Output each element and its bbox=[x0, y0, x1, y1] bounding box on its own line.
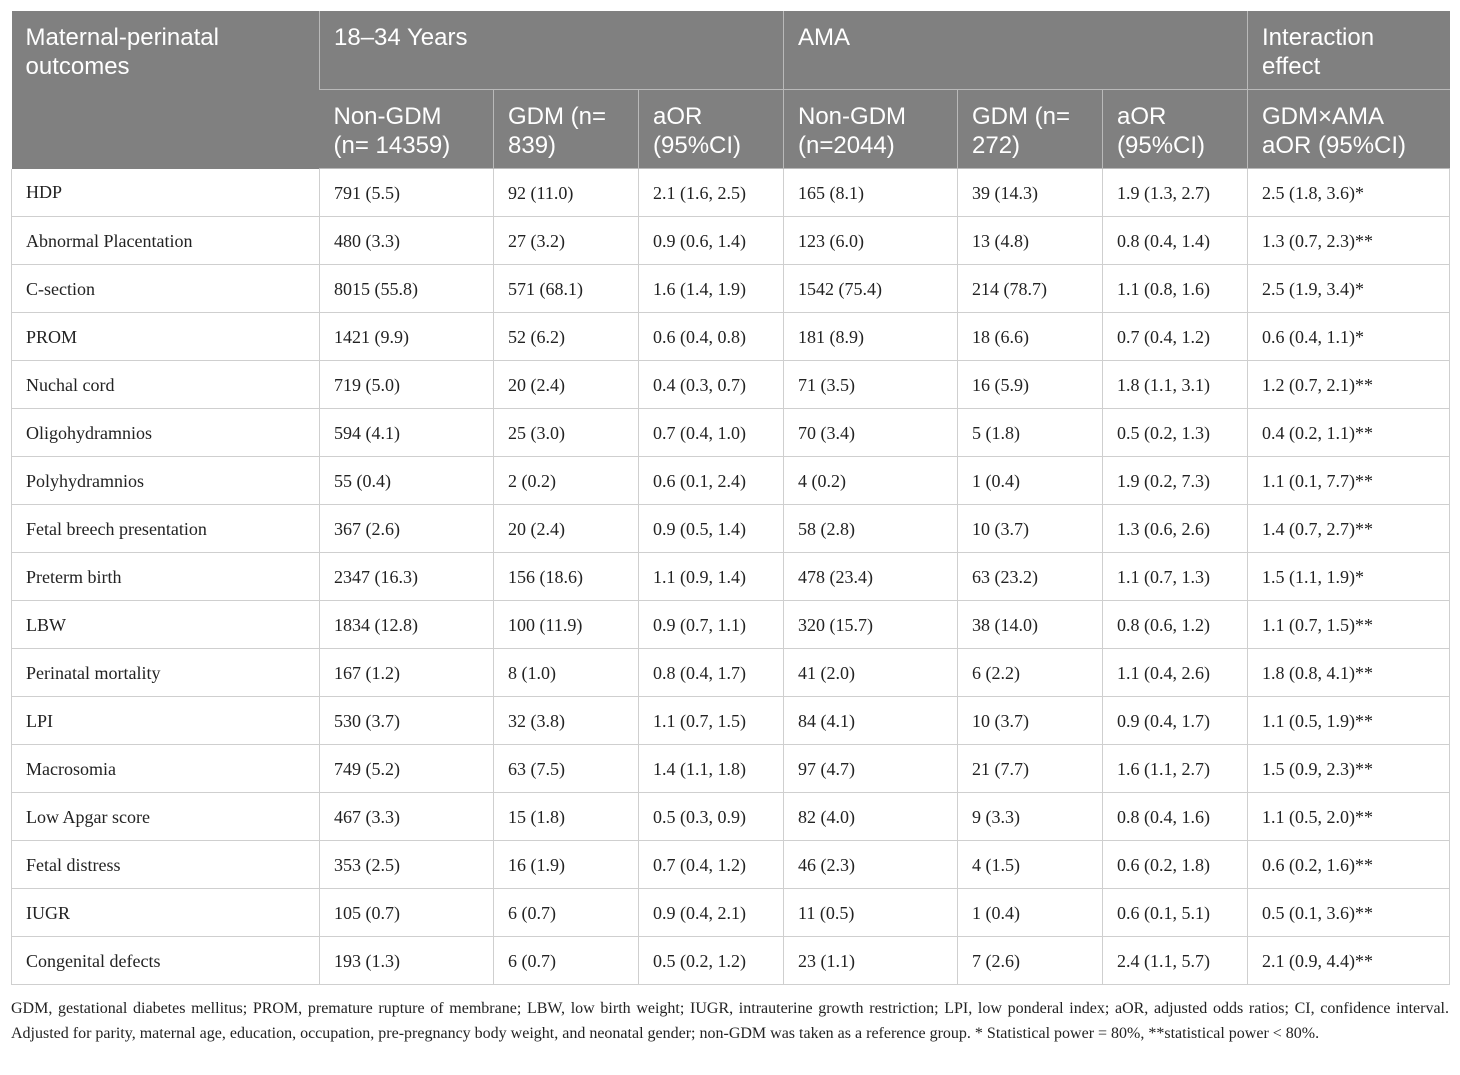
table-row bbox=[12, 361, 1450, 409]
g1-gdm-cell: 100 (11.9) bbox=[494, 601, 639, 649]
g1-non-gdm-cell: 193 (1.3) bbox=[320, 937, 494, 985]
g2-non-gdm-cell: 41 (2.0) bbox=[784, 649, 958, 697]
outcome-cell: LPI bbox=[12, 697, 320, 745]
g2-non-gdm-cell: 71 (3.5) bbox=[784, 361, 958, 409]
table-row bbox=[12, 697, 1450, 745]
g1-gdm-cell: 63 (7.5) bbox=[494, 745, 639, 793]
g1-aor-cell: 0.7 (0.4, 1.2) bbox=[639, 841, 784, 889]
outcome-cell: Macrosomia bbox=[12, 745, 320, 793]
table-row bbox=[12, 169, 1450, 217]
outcome-cell: LBW bbox=[12, 601, 320, 649]
header-interaction-aor: GDM×AMA aOR (95%CI) bbox=[1248, 90, 1450, 169]
g1-aor-cell: 0.6 (0.1, 2.4) bbox=[639, 457, 784, 505]
table-row bbox=[12, 793, 1450, 841]
g1-non-gdm-cell: 105 (0.7) bbox=[320, 889, 494, 937]
table-row bbox=[12, 265, 1450, 313]
outcome-cell: Congenital defects bbox=[12, 937, 320, 985]
g1-non-gdm-cell: 594 (4.1) bbox=[320, 409, 494, 457]
interaction-cell: 0.6 (0.4, 1.1)* bbox=[1248, 313, 1450, 361]
g2-aor-cell: 1.6 (1.1, 2.7) bbox=[1103, 745, 1248, 793]
g1-aor-cell: 0.5 (0.3, 0.9) bbox=[639, 793, 784, 841]
g1-aor-cell: 1.1 (0.7, 1.5) bbox=[639, 697, 784, 745]
g2-non-gdm-cell: 84 (4.1) bbox=[784, 697, 958, 745]
g1-gdm-cell: 27 (3.2) bbox=[494, 217, 639, 265]
g2-non-gdm-cell: 58 (2.8) bbox=[784, 505, 958, 553]
outcome-cell: Low Apgar score bbox=[12, 793, 320, 841]
outcome-cell: C-section bbox=[12, 265, 320, 313]
interaction-cell: 1.1 (0.5, 2.0)** bbox=[1248, 793, 1450, 841]
g2-non-gdm-cell: 11 (0.5) bbox=[784, 889, 958, 937]
g1-non-gdm-cell: 467 (3.3) bbox=[320, 793, 494, 841]
outcome-cell: IUGR bbox=[12, 889, 320, 937]
table-footnote: GDM, gestational diabetes mellitus; PROM, premature rupture of membrane; LBW, low birth weight; IUGR, intrauterine growth restriction; LPI, low ponderal index; aOR, adjusted odds ratios; CI, confidence interval. Adjusted for parity, maternal age, education, occupation, pre-pregnancy body weight, and neonatal gender; non-GDM was taken as a reference group. * Statistical power = 80%, **statistical power < 80%. bbox=[11, 1000, 1449, 1042]
outcome-cell: Fetal distress bbox=[12, 841, 320, 889]
g2-gdm-cell: 10 (3.7) bbox=[958, 505, 1103, 553]
g1-gdm-cell: 6 (0.7) bbox=[494, 889, 639, 937]
g2-gdm-cell: 21 (7.7) bbox=[958, 745, 1103, 793]
g2-non-gdm-cell: 181 (8.9) bbox=[784, 313, 958, 361]
interaction-cell: 1.1 (0.5, 1.9)** bbox=[1248, 697, 1450, 745]
g1-aor-cell: 2.1 (1.6, 2.5) bbox=[639, 169, 784, 217]
g2-aor-cell: 1.9 (0.2, 7.3) bbox=[1103, 457, 1248, 505]
g2-gdm-cell: 4 (1.5) bbox=[958, 841, 1103, 889]
g2-aor-cell: 1.1 (0.8, 1.6) bbox=[1103, 265, 1248, 313]
g2-aor-cell: 0.8 (0.6, 1.2) bbox=[1103, 601, 1248, 649]
g2-gdm-cell: 9 (3.3) bbox=[958, 793, 1103, 841]
g1-gdm-cell: 156 (18.6) bbox=[494, 553, 639, 601]
outcome-cell: Preterm birth bbox=[12, 553, 320, 601]
table-row bbox=[12, 937, 1450, 985]
table-body bbox=[12, 169, 1450, 985]
g2-aor-cell: 1.1 (0.4, 2.6) bbox=[1103, 649, 1248, 697]
g1-non-gdm-cell: 367 (2.6) bbox=[320, 505, 494, 553]
g1-non-gdm-cell: 167 (1.2) bbox=[320, 649, 494, 697]
g2-non-gdm-cell: 4 (0.2) bbox=[784, 457, 958, 505]
g1-gdm-cell: 15 (1.8) bbox=[494, 793, 639, 841]
interaction-cell: 1.1 (0.1, 7.7)** bbox=[1248, 457, 1450, 505]
g1-gdm-cell: 20 (2.4) bbox=[494, 361, 639, 409]
table-row bbox=[12, 649, 1450, 697]
g2-aor-cell: 1.9 (1.3, 2.7) bbox=[1103, 169, 1248, 217]
table-row bbox=[12, 505, 1450, 553]
g2-non-gdm-cell: 165 (8.1) bbox=[784, 169, 958, 217]
header-g1-gdm: GDM (n= 839) bbox=[494, 90, 639, 169]
interaction-cell: 1.4 (0.7, 2.7)** bbox=[1248, 505, 1450, 553]
g2-gdm-cell: 13 (4.8) bbox=[958, 217, 1103, 265]
g1-gdm-cell: 6 (0.7) bbox=[494, 937, 639, 985]
g1-gdm-cell: 571 (68.1) bbox=[494, 265, 639, 313]
header-outcomes: Maternal-perinatal outcomes bbox=[12, 11, 320, 169]
g1-gdm-cell: 92 (11.0) bbox=[494, 169, 639, 217]
outcome-cell: Perinatal mortality bbox=[12, 649, 320, 697]
header-group-ama: AMA bbox=[784, 11, 1248, 90]
g2-aor-cell: 0.8 (0.4, 1.4) bbox=[1103, 217, 1248, 265]
g1-gdm-cell: 20 (2.4) bbox=[494, 505, 639, 553]
g2-aor-cell: 0.6 (0.1, 5.1) bbox=[1103, 889, 1248, 937]
g2-non-gdm-cell: 97 (4.7) bbox=[784, 745, 958, 793]
g2-gdm-cell: 1 (0.4) bbox=[958, 889, 1103, 937]
g2-gdm-cell: 214 (78.7) bbox=[958, 265, 1103, 313]
outcome-cell: Nuchal cord bbox=[12, 361, 320, 409]
g1-non-gdm-cell: 353 (2.5) bbox=[320, 841, 494, 889]
g1-aor-cell: 0.9 (0.6, 1.4) bbox=[639, 217, 784, 265]
interaction-cell: 2.5 (1.8, 3.6)* bbox=[1248, 169, 1450, 217]
header-g1-aor: aOR (95%CI) bbox=[639, 90, 784, 169]
table-row bbox=[12, 409, 1450, 457]
g1-aor-cell: 0.7 (0.4, 1.0) bbox=[639, 409, 784, 457]
interaction-cell: 1.5 (1.1, 1.9)* bbox=[1248, 553, 1450, 601]
header-g2-gdm: GDM (n= 272) bbox=[958, 90, 1103, 169]
g2-aor-cell: 1.8 (1.1, 3.1) bbox=[1103, 361, 1248, 409]
header-g2-aor: aOR (95%CI) bbox=[1103, 90, 1248, 169]
header-g1-non-gdm: Non-GDM (n= 14359) bbox=[320, 90, 494, 169]
g2-aor-cell: 0.5 (0.2, 1.3) bbox=[1103, 409, 1248, 457]
interaction-cell: 1.1 (0.7, 1.5)** bbox=[1248, 601, 1450, 649]
header-interaction: Interaction effect bbox=[1248, 11, 1450, 90]
header-group-18-34: 18–34 Years bbox=[320, 11, 784, 90]
g2-gdm-cell: 38 (14.0) bbox=[958, 601, 1103, 649]
g2-gdm-cell: 7 (2.6) bbox=[958, 937, 1103, 985]
header-g2-non-gdm: Non-GDM (n=2044) bbox=[784, 90, 958, 169]
g2-non-gdm-cell: 1542 (75.4) bbox=[784, 265, 958, 313]
g1-aor-cell: 0.4 (0.3, 0.7) bbox=[639, 361, 784, 409]
g1-aor-cell: 0.9 (0.7, 1.1) bbox=[639, 601, 784, 649]
table-row bbox=[12, 601, 1450, 649]
g1-non-gdm-cell: 55 (0.4) bbox=[320, 457, 494, 505]
interaction-cell: 2.1 (0.9, 4.4)** bbox=[1248, 937, 1450, 985]
g2-non-gdm-cell: 123 (6.0) bbox=[784, 217, 958, 265]
table-row bbox=[12, 457, 1450, 505]
g1-gdm-cell: 52 (6.2) bbox=[494, 313, 639, 361]
table-row bbox=[12, 889, 1450, 937]
g1-non-gdm-cell: 749 (5.2) bbox=[320, 745, 494, 793]
g1-non-gdm-cell: 8015 (55.8) bbox=[320, 265, 494, 313]
g1-aor-cell: 0.8 (0.4, 1.7) bbox=[639, 649, 784, 697]
g2-aor-cell: 1.3 (0.6, 2.6) bbox=[1103, 505, 1248, 553]
g1-aor-cell: 1.6 (1.4, 1.9) bbox=[639, 265, 784, 313]
interaction-cell: 1.2 (0.7, 2.1)** bbox=[1248, 361, 1450, 409]
g1-gdm-cell: 32 (3.8) bbox=[494, 697, 639, 745]
table-row bbox=[12, 745, 1450, 793]
g1-aor-cell: 1.1 (0.9, 1.4) bbox=[639, 553, 784, 601]
g1-gdm-cell: 2 (0.2) bbox=[494, 457, 639, 505]
g2-non-gdm-cell: 46 (2.3) bbox=[784, 841, 958, 889]
g1-gdm-cell: 16 (1.9) bbox=[494, 841, 639, 889]
g1-non-gdm-cell: 719 (5.0) bbox=[320, 361, 494, 409]
table-row bbox=[12, 313, 1450, 361]
interaction-cell: 2.5 (1.9, 3.4)* bbox=[1248, 265, 1450, 313]
g2-aor-cell: 0.7 (0.4, 1.2) bbox=[1103, 313, 1248, 361]
g2-non-gdm-cell: 82 (4.0) bbox=[784, 793, 958, 841]
g2-aor-cell: 0.9 (0.4, 1.7) bbox=[1103, 697, 1248, 745]
g1-non-gdm-cell: 1834 (12.8) bbox=[320, 601, 494, 649]
g1-gdm-cell: 25 (3.0) bbox=[494, 409, 639, 457]
g1-non-gdm-cell: 1421 (9.9) bbox=[320, 313, 494, 361]
table-container bbox=[11, 11, 1449, 1046]
outcome-cell: Polyhydramnios bbox=[12, 457, 320, 505]
table-row bbox=[12, 841, 1450, 889]
g1-aor-cell: 1.4 (1.1, 1.8) bbox=[639, 745, 784, 793]
g2-gdm-cell: 5 (1.8) bbox=[958, 409, 1103, 457]
g2-non-gdm-cell: 23 (1.1) bbox=[784, 937, 958, 985]
table-header bbox=[12, 11, 1450, 169]
interaction-cell: 1.8 (0.8, 4.1)** bbox=[1248, 649, 1450, 697]
g2-non-gdm-cell: 320 (15.7) bbox=[784, 601, 958, 649]
g1-aor-cell: 0.9 (0.5, 1.4) bbox=[639, 505, 784, 553]
outcome-cell: Fetal breech presentation bbox=[12, 505, 320, 553]
g1-non-gdm-cell: 480 (3.3) bbox=[320, 217, 494, 265]
interaction-cell: 1.3 (0.7, 2.3)** bbox=[1248, 217, 1450, 265]
g2-non-gdm-cell: 478 (23.4) bbox=[784, 553, 958, 601]
g2-aor-cell: 2.4 (1.1, 5.7) bbox=[1103, 937, 1248, 985]
g2-gdm-cell: 16 (5.9) bbox=[958, 361, 1103, 409]
g2-aor-cell: 1.1 (0.7, 1.3) bbox=[1103, 553, 1248, 601]
outcomes-table bbox=[11, 11, 1450, 985]
g2-gdm-cell: 18 (6.6) bbox=[958, 313, 1103, 361]
interaction-cell: 0.6 (0.2, 1.6)** bbox=[1248, 841, 1450, 889]
interaction-cell: 1.5 (0.9, 2.3)** bbox=[1248, 745, 1450, 793]
g1-aor-cell: 0.5 (0.2, 1.2) bbox=[639, 937, 784, 985]
g2-gdm-cell: 1 (0.4) bbox=[958, 457, 1103, 505]
g1-aor-cell: 0.9 (0.4, 2.1) bbox=[639, 889, 784, 937]
g1-non-gdm-cell: 791 (5.5) bbox=[320, 169, 494, 217]
g2-aor-cell: 0.8 (0.4, 1.6) bbox=[1103, 793, 1248, 841]
g2-gdm-cell: 10 (3.7) bbox=[958, 697, 1103, 745]
g2-gdm-cell: 39 (14.3) bbox=[958, 169, 1103, 217]
outcome-cell: Abnormal Placentation bbox=[12, 217, 320, 265]
outcome-cell: HDP bbox=[12, 169, 320, 217]
g2-gdm-cell: 63 (23.2) bbox=[958, 553, 1103, 601]
table-row bbox=[12, 553, 1450, 601]
g1-aor-cell: 0.6 (0.4, 0.8) bbox=[639, 313, 784, 361]
g1-non-gdm-cell: 530 (3.7) bbox=[320, 697, 494, 745]
outcome-cell: PROM bbox=[12, 313, 320, 361]
g2-aor-cell: 0.6 (0.2, 1.8) bbox=[1103, 841, 1248, 889]
g2-gdm-cell: 6 (2.2) bbox=[958, 649, 1103, 697]
g1-non-gdm-cell: 2347 (16.3) bbox=[320, 553, 494, 601]
g1-gdm-cell: 8 (1.0) bbox=[494, 649, 639, 697]
interaction-cell: 0.4 (0.2, 1.1)** bbox=[1248, 409, 1450, 457]
outcome-cell: Oligohydramnios bbox=[12, 409, 320, 457]
interaction-cell: 0.5 (0.1, 3.6)** bbox=[1248, 889, 1450, 937]
table-row bbox=[12, 217, 1450, 265]
g2-non-gdm-cell: 70 (3.4) bbox=[784, 409, 958, 457]
